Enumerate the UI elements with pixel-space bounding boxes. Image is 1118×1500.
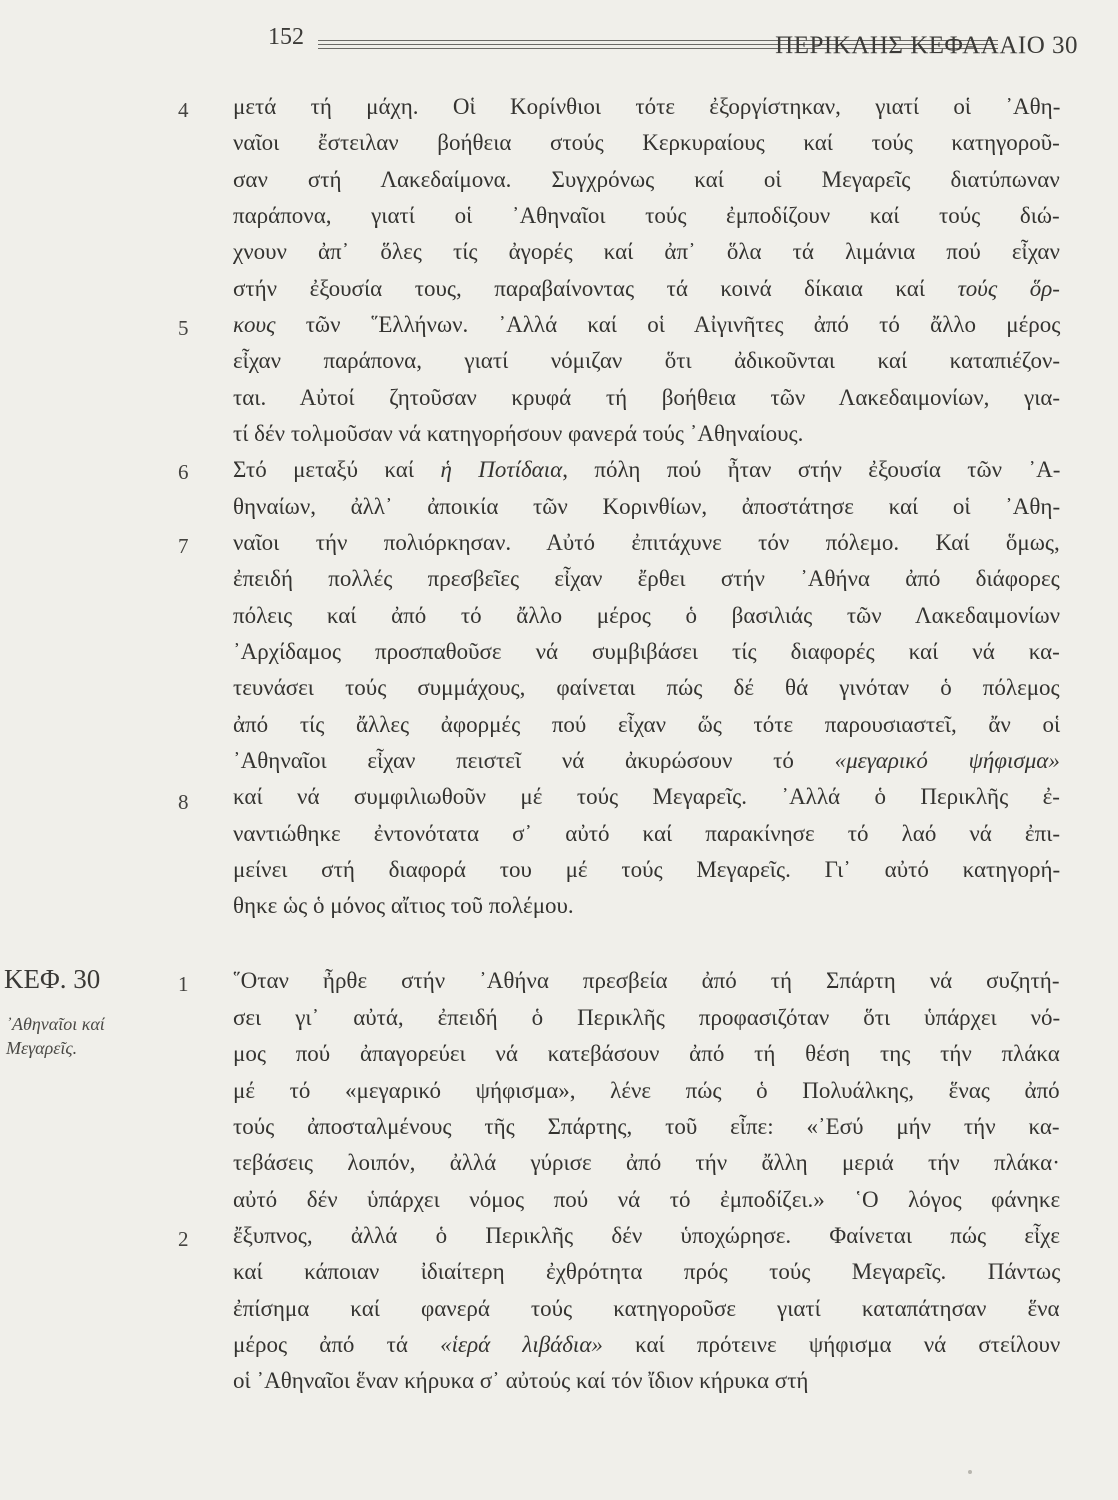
page-header <box>268 24 1078 68</box>
text-line: καί κάποιαν ἰδιαίτερη ἐχθρότητα πρός τούς Μεγαρεῖς. Πάντως <box>233 1259 1061 1284</box>
text-line: ναντιώθηκε ἐντονότατα σ᾿ αὐτό καί παρακίνησε τό λαό νά ἐπι- <box>233 821 1061 846</box>
text-line: μείνει στή διαφορά του μέ τούς Μεγαρεῖς. Γι᾿ αὐτό κατηγορή- <box>233 857 1061 882</box>
paragraph-number: 4 <box>178 98 189 122</box>
text-line: ται. Αὐτοί ζητοῦσαν κρυφά τή βοήθεια τῶν Λακεδαιμονίων, για- <box>233 385 1061 410</box>
text-line: σει γι᾿ αὐτά, ἐπειδή ὁ Περικλῆς προφασιζόταν ὅτι ὑπάρχει νό- <box>233 1005 1061 1030</box>
paragraph-number: 7 <box>178 534 189 558</box>
text-line: τούς ἀποσταλμένους τῆς Σπάρτης, τοῦ εἶπε: «᾿Εσύ μήν τήν κα- <box>233 1114 1060 1139</box>
text-line: οἱ ᾿Αθηναῖοι ἕναν κήρυκα σ᾿ αὐτούς καί τόν ἴδιον κήρυκα στή <box>233 1368 809 1393</box>
text-line: μέ τό «μεγαρικό ψήφισμα», λένε πώς ὁ Πολυάλκης, ἕνας ἀπό <box>233 1078 1060 1103</box>
text-line: χνουν ἀπ᾿ ὅλες τίς ἀγορές καί ἀπ᾿ ὅλα τά λιμάνια πού εἶχαν <box>233 239 1060 264</box>
paper-speck <box>968 1470 972 1474</box>
text-line: στήν ἐξουσία τους, παραβαίνοντας τά κοινά δίκαια καί τούς ὅρ- <box>233 276 1060 301</box>
text-line: μέρος ἀπό τά «ἱερά λιβάδια» καί πρότεινε ψήφισμα νά στείλουν <box>233 1332 1061 1357</box>
text-line: ᾿Αρχίδαμος προσπαθοῦσε νά συμβιβάσει τίς διαφορές καί νά κα- <box>233 639 1060 664</box>
page-number: 152 <box>268 24 304 50</box>
paragraph-number: 6 <box>178 460 189 484</box>
text-line: μετά τή μάχη. Οἱ Κορίνθιοι τότε ἐξοργίστηκαν, γιατί οἱ ᾿Αθη- <box>233 94 1061 119</box>
text-line: ἔξυπνος, ἀλλά ὁ Περικλῆς δέν ὑποχώρησε. Φαίνεται πώς εἶχε <box>233 1223 1061 1248</box>
text-line: σαν στή Λακεδαίμονα. Συγχρόνως καί οἱ Μεγαρεῖς διατύπωναν <box>233 167 1060 192</box>
running-head: ΠΕΡΙΚΛΗΣ ΚΕΦΑΛΑΙΟ 30 <box>775 32 1078 59</box>
text-line: ῞Οταν ἦρθε στήν ᾿Αθήνα πρεσβεία ἀπό τή Σπάρτη νά συζητή- <box>233 968 1060 993</box>
chapter-label: ΚΕΦ. 30 <box>4 964 101 994</box>
text-line: ναῖοι τήν πολιόρκησαν. Αὐτό ἐπιτάχυνε τόν πόλεμο. Καί ὅμως, <box>233 530 1060 555</box>
text-line: τευνάσει τούς συμμάχους, φαίνεται πώς δέ θά γινόταν ὁ πόλεμος <box>233 675 1060 700</box>
text-line: θηκε ὡς ὁ μόνος αἴτιος τοῦ πολέμου. <box>233 893 574 918</box>
text-line: ᾿Αθηναῖοι εἶχαν πειστεῖ νά ἀκυρώσουν τό «μεγαρικό ψήφισμα» <box>233 748 1060 773</box>
text-line: μος πού ἀπαγορεύει νά κατεβάσουν ἀπό τή θέση της τήν πλάκα <box>233 1041 1060 1066</box>
paragraph-number: 2 <box>178 1227 189 1251</box>
text-line: ναῖοι ἔστειλαν βοήθεια στούς Κερκυραίους καί τούς κατηγοροῦ- <box>233 130 1060 155</box>
text-line: θηναίων, ἀλλ᾿ ἀποικία τῶν Κορινθίων, ἀποστάτησε καί οἱ ᾿Αθη- <box>233 494 1061 519</box>
side-note: Μεγαρεῖς. <box>6 1038 78 1058</box>
paragraph-number: 5 <box>178 316 189 340</box>
text-line: ἐπειδή πολλές πρεσβεῖες εἶχαν ἔρθει στήν ᾿Αθήνα ἀπό διάφορες <box>233 566 1060 591</box>
text-line: κους τῶν ῞Ελλήνων. ᾿Αλλά καί οἱ Αἰγινῆτες ἀπό τό ἄλλο μέρος <box>233 312 1061 337</box>
text-line: Στό μεταξύ καί ἡ Ποτίδαια, πόλη πού ἦταν στήν ἐξουσία τῶν ᾿Α- <box>233 457 1061 482</box>
text-line: ἐπίσημα καί φανερά τούς κατηγοροῦσε γιατί καταπάτησαν ἕνα <box>233 1296 1060 1321</box>
paragraph-number: 8 <box>178 790 189 814</box>
text-line: τί δέν τολμοῦσαν νά κατηγορήσουν φανερά τούς ᾿Αθηναίους. <box>233 421 804 446</box>
text-line: ἀπό τίς ἄλλες ἀφορμές πού εἶχαν ὥς τότε παρουσιαστεῖ, ἄν οἱ <box>233 712 1061 737</box>
text-line: τεβάσεις λοιπόν, ἀλλά γύρισε ἀπό τήν ἄλλη μεριά τήν πλάκα· <box>233 1150 1060 1175</box>
text-line: αὐτό δέν ὑπάρχει νόμος πού νά τό ἐμποδίζει.» ῾Ο λόγος φάνηκε <box>233 1187 1061 1212</box>
text-line: παράπονα, γιατί οἱ ᾿Αθηναῖοι τούς ἐμποδίζουν καί τούς διώ- <box>233 203 1060 228</box>
side-note: ᾿Αθηναῖοι καί <box>6 1014 105 1034</box>
text-line: πόλεις καί ἀπό τό ἄλλο μέρος ὁ βασιλιάς τῶν Λακεδαιμονίων <box>233 603 1061 628</box>
paragraph-number: 1 <box>178 972 189 996</box>
text-line: καί νά συμφιλιωθοῦν μέ τούς Μεγαρεῖς. ᾿Αλλά ὁ Περικλῆς ἐ- <box>233 784 1060 809</box>
text-line: εἶχαν παράπονα, γιατί νόμιζαν ὅτι ἀδικοῦνται καί καταπιέζον- <box>233 348 1061 373</box>
